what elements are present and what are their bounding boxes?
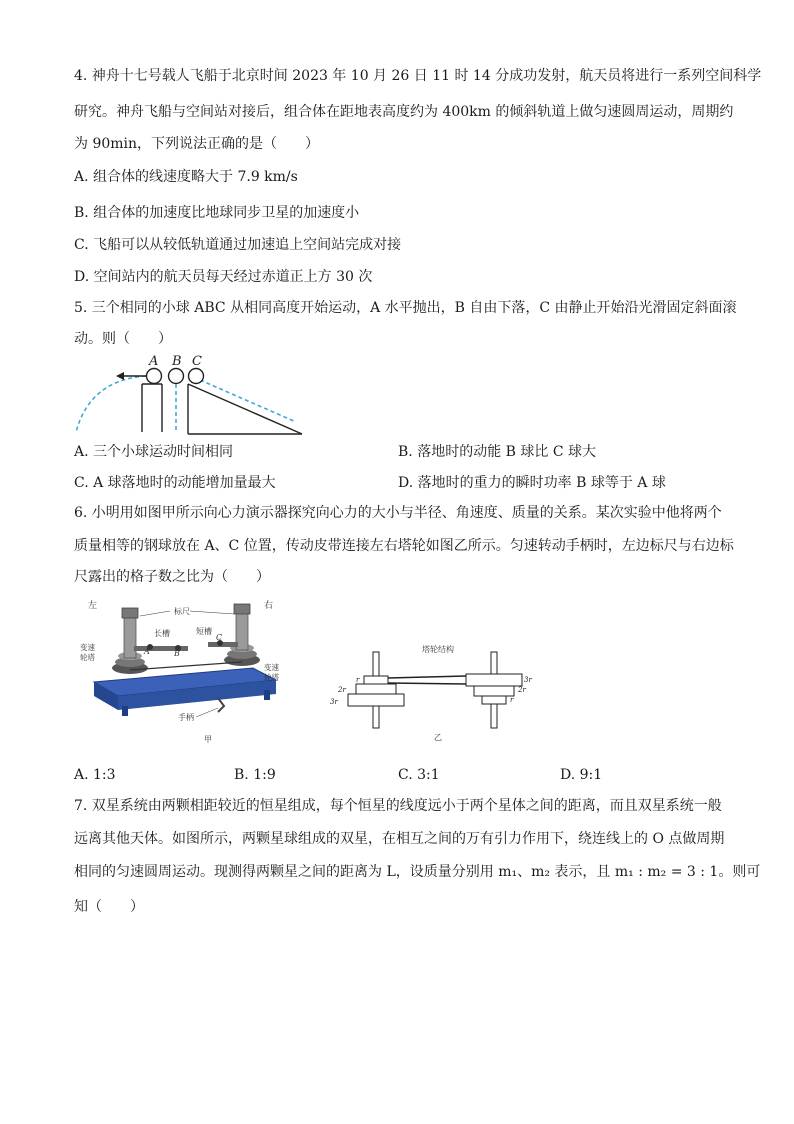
- jia-short-slot: 短槽: [196, 627, 212, 636]
- jia-right-tower-1: 变速: [264, 663, 279, 672]
- q5-label-c: C: [192, 354, 202, 369]
- jia-left-tower-1: 变速: [80, 643, 95, 652]
- q7-stem-line-2: 远离其他天体。如图所示，两颗星球组成的双星，在相互之间的万有引力作用下，绕连线上的 O 点做周期: [74, 831, 725, 847]
- q6-option-b: B. 1:9: [234, 767, 276, 783]
- jia-caption: 甲: [204, 735, 212, 744]
- q5-ball-b: [169, 369, 184, 384]
- q5-stem-line-1: 5. 三个相同的小球 ABC 从相同高度开始运动，A 水平抛出，B 自由下落，C 由静止开始沿光滑固定斜面滚: [74, 300, 737, 316]
- yi-title: 塔轮结构: [422, 645, 454, 654]
- q6-stem-line-1: 6. 小明用如图甲所示向心力演示器探究向心力的大小与半径、角速度、质量的关系。某次实验中他将两个: [74, 505, 722, 521]
- q5-trajectory-a: [76, 376, 146, 432]
- q7-stem-line-1: 7. 双星系统由两颗相距较近的恒星组成，每个恒星的线度远小于两个星体之间的距离，而且双星系统一般: [74, 798, 722, 814]
- q6-option-d: D. 9:1: [560, 767, 603, 783]
- yi-left-r: r: [356, 676, 360, 684]
- q5-ball-c: [189, 369, 204, 384]
- jia-label-c: C: [216, 633, 223, 642]
- yi-right-3r: 3r: [524, 676, 532, 684]
- q5-trajectory-c: [200, 380, 296, 422]
- q4-stem-line-2: 研究。神舟飞船与空间站对接后，组合体在距地表高度约为 400km 的倾斜轨道上做匀速圆周运动，周期约: [74, 104, 734, 120]
- q4-stem-line-1: 4. 神舟十七号载人飞船于北京时间 2023 年 10 月 26 日 11 时 14 分成功发射，航天员将进行一系列空间科学: [74, 68, 762, 84]
- q5-option-b: B. 落地时的动能 B 球比 C 球大: [398, 444, 596, 460]
- yi-caption: 乙: [434, 733, 442, 742]
- q5-arrowhead: [116, 372, 124, 380]
- jia-left: 左: [88, 601, 98, 611]
- q7-stem-line-4: 知（ ）: [74, 899, 144, 915]
- q6-figure-yi: [326, 640, 556, 748]
- yi-right-2r: 2r: [518, 686, 526, 694]
- q4-stem-line-3: 为 90min，下列说法正确的是（ ）: [74, 136, 320, 152]
- q4-option-c: C. 飞船可以从较低轨道通过加速追上空间站完成对接: [74, 237, 402, 253]
- jia-label-a: A: [144, 647, 150, 656]
- q5-option-a: A. 三个小球运动时间相同: [74, 444, 234, 460]
- q5-option-d: D. 落地时的重力的瞬时功率 B 球等于 A 球: [398, 475, 666, 491]
- jia-long-slot: 长槽: [154, 629, 170, 638]
- yi-left-3r: 3r: [330, 698, 338, 706]
- jia-ruler: 标尺: [174, 607, 190, 616]
- q4-option-a: A. 组合体的线速度略大于 7.9 km/s: [74, 169, 298, 185]
- jia-label-b: B: [174, 649, 180, 658]
- q6-stem-line-2: 质量相等的钢球放在 A、C 位置，传动皮带连接左右塔轮如图乙所示。匀速转动手柄时，左边标尺与右边标: [74, 538, 734, 554]
- q5-label-a: A: [149, 354, 159, 369]
- q5-stem-line-2: 动。则（ ）: [74, 331, 172, 347]
- q6-option-c: C. 3:1: [398, 767, 440, 783]
- yi-right-r: r: [510, 696, 514, 704]
- q6-option-a: A. 1:3: [74, 767, 116, 783]
- q4-option-b: B. 组合体的加速度比地球同步卫星的加速度小: [74, 205, 360, 221]
- yi-left-2r: 2r: [338, 686, 346, 694]
- jia-right: 右: [264, 601, 274, 611]
- jia-handle: 手柄: [178, 713, 194, 722]
- q5-label-b: B: [172, 354, 182, 369]
- q6-figure-jia: [78, 598, 288, 748]
- q5-option-c: C. A 球落地时的动能增加量最大: [74, 475, 276, 491]
- jia-left-tower-2: 轮塔: [80, 653, 95, 662]
- q7-stem-line-3: 相同的匀速圆周运动。现测得两颗星之间的距离为 L，设质量分别用 m₁、m₂ 表示，且 m₁ : m₂ = 3 : 1。则可: [74, 864, 761, 880]
- q4-option-d: D. 空间站内的航天员每天经过赤道正上方 30 次: [74, 269, 373, 285]
- q6-stem-line-3: 尺露出的格子数之比为（ ）: [74, 569, 270, 585]
- q5-ball-a: [147, 369, 162, 384]
- jia-right-tower-2: 轮塔: [264, 673, 279, 682]
- q5-figure: [70, 350, 310, 440]
